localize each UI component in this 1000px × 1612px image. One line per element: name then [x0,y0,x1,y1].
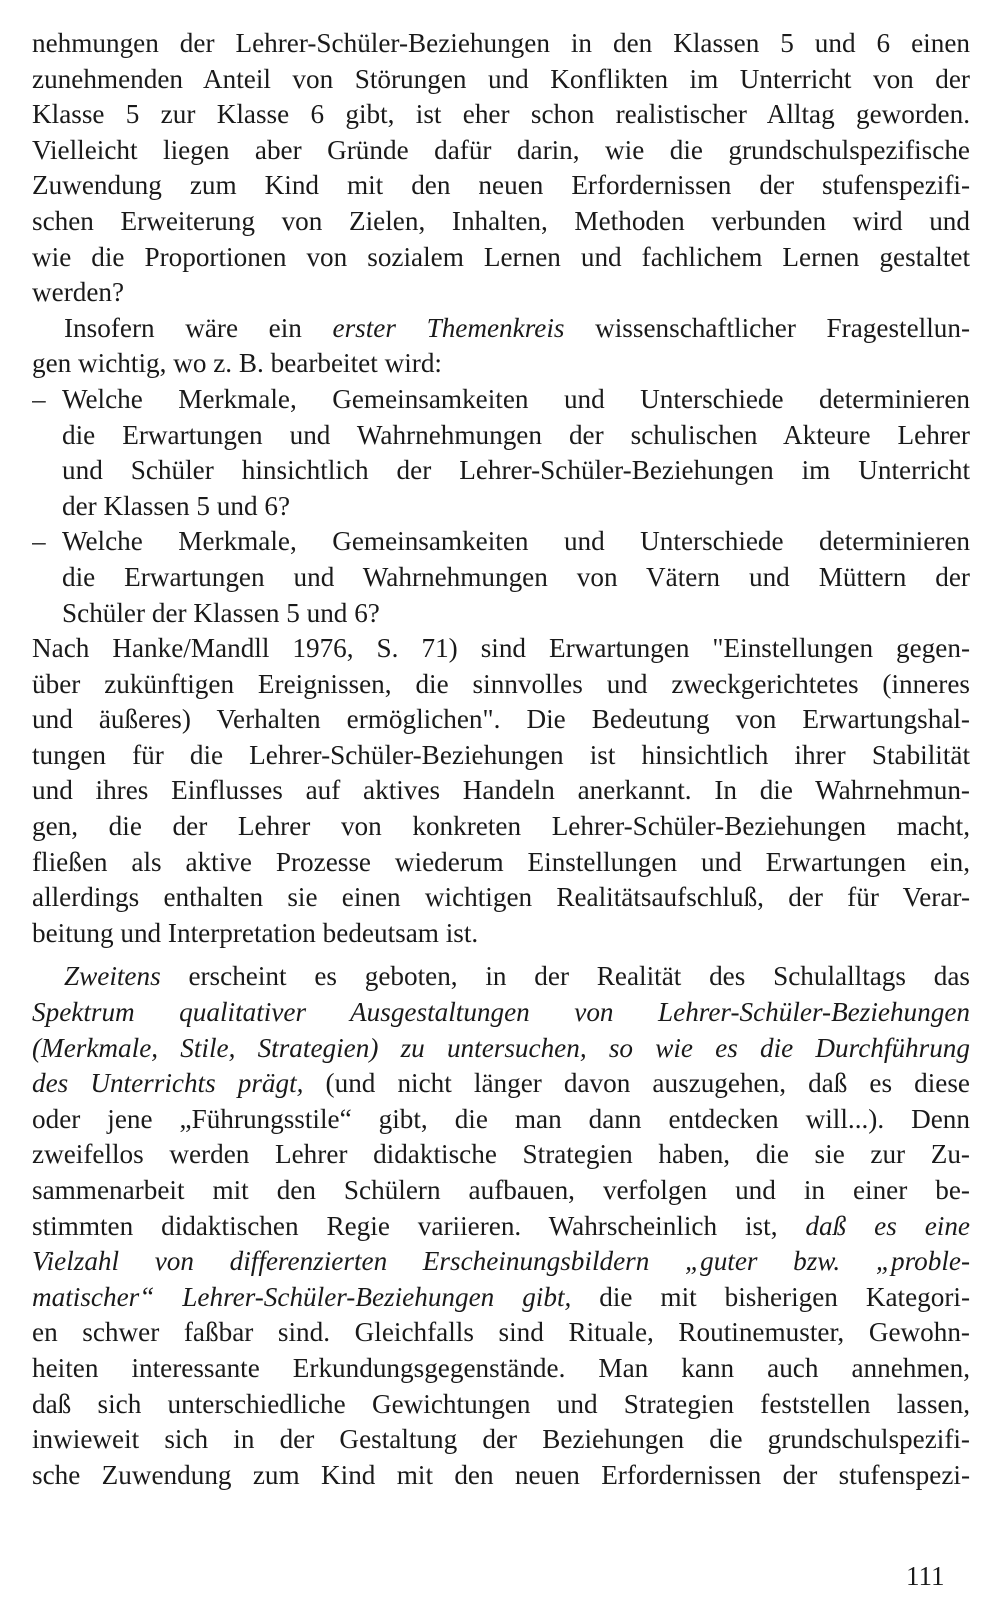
text-line: werden? [32,277,125,308]
text-line [32,382,970,418]
text-run: (und nicht länger davon auszugehen, daß es diese [303,1068,970,1099]
text-line: daß sich unterschiedliche Gewichtungen und Strategien feststellen lassen, [32,1388,970,1419]
text-line: allerdings enthalten sie einen wichtigen Realitätsaufschluß, der für Verar- [32,882,970,913]
text-line: gen, die der Lehrer von konkreten Lehrer-Schüler-Beziehungen macht, [32,811,970,842]
text-line [32,311,970,347]
text-line [32,524,970,560]
text-line: heiten interessante Erkundungsgegenstände. Man kann auch annehmen, [32,1352,970,1383]
italic-run: Zweitens [64,961,161,992]
text-line [32,1066,970,1102]
text-line: beitung und Interpretation bedeutsam ist. [32,917,479,948]
text-run: wissenschaftlicher Fragestellun- [564,312,970,343]
paragraph-1 [32,26,970,311]
text-line [32,995,970,1031]
text-line: der Klassen 5 und 6? [62,490,291,521]
list-item [32,382,970,524]
italic-run: daß es eine [805,1210,970,1241]
text-line: wie die Proportionen von sozialem Lernen und fachlichem Lernen gestaltet [32,241,970,272]
text-line: Vielleicht liegen aber Gründe dafür darin, wie die grundschulspezifische [32,134,970,165]
italic-run: des Unterrichts prägt, [32,1068,304,1099]
text-line: fließen als aktive Prozesse wiederum Einstellungen und Erwartungen ein, [32,846,970,877]
text-line: die Erwartungen und Wahrnehmungen der schulischen Akteure Lehrer [62,419,970,450]
italic-run: Vielzahl von differenzierten Erscheinungsbildern „guter bzw. „proble- [32,1246,970,1277]
text-line [32,1280,970,1316]
text-line: sammenarbeit mit den Schülern aufbauen, verfolgen und in einer be- [32,1175,970,1205]
text-line: Schüler der Klassen 5 und 6? [62,597,380,628]
text-line: sche Zuwendung zum Kind mit den neuen Erfordernissen der stufenspezi- [32,1459,970,1490]
dash-bullet: – [32,383,46,414]
list-item [32,524,970,631]
paragraph-gap [32,951,970,959]
text-line [32,1209,970,1245]
text-line: en schwer faßbar sind. Gleichfalls sind Rituale, Routinemuster, Gewohn- [32,1317,970,1348]
paragraph-3 [32,631,970,951]
text-line: schen Erweiterung von Zielen, Inhalten, Methoden verbunden wird und [32,205,970,236]
text-line: Klasse 5 zur Klasse 6 gibt, ist eher schon realistischer Alltag geworden. [32,99,970,130]
text-line: und Schüler hinsichtlich der Lehrer-Schüler-Beziehungen im Unterricht [62,455,970,486]
italic-run: matischer“ Lehrer-Schüler-Beziehungen gibt, [32,1281,572,1312]
question-list [32,382,970,631]
italic-run: Spektrum qualitativer Ausgestaltungen von Lehrer-Schüler-Beziehungen [32,997,970,1028]
text-line [32,959,970,995]
italic-run: erster Themenkreis [332,312,565,343]
text-line [32,1031,970,1067]
text-line: zunehmenden Anteil von Störungen und Konflikten im Unterricht von der [32,63,970,94]
italic-run: (Merkmale, Stile, Strategien) zu untersuchen, so wie es die Durchführung [32,1032,970,1063]
text-run: die mit bisherigen Kategori- [571,1281,970,1312]
text-line: zweifellos werden Lehrer didaktische Strategien haben, die sie zur Zu- [32,1139,970,1170]
text-run: Welche Merkmale, Gemeinsamkeiten und Unterschiede determinieren [62,526,970,557]
text-line: über zukünftigen Ereignissen, die sinnvolles und zweckgerichtetes (inneres [32,668,970,699]
text-run: Welche Merkmale, Gemeinsamkeiten und Unterschiede determinieren [62,383,970,414]
text-line: inwieweit sich in der Gestaltung der Beziehungen die grundschulspezifi- [32,1424,970,1455]
text-line: und äußeres) Verhalten ermöglichen". Die Bedeutung von Erwartungshal- [32,704,970,735]
text-line: gen wichtig, wo z. B. bearbeitet wird: [32,348,442,379]
text-run: stimmten didaktischen Regie variieren. Wahrscheinlich ist, [32,1210,806,1241]
text-line: Nach Hanke/Mandll 1976, S. 71) sind Erwartungen "Einstellungen gegen- [32,633,970,664]
text-run: erscheint es geboten, in der Realität des Schulalltags das [160,961,970,992]
text-line [32,1244,970,1280]
text-line: nehmungen der Lehrer-Schüler-Beziehungen in den Klassen 5 und 6 einen [32,28,970,58]
page-body [32,26,970,1493]
text-line: oder jene „Führungsstile“ gibt, die man dann entdecken will...). Denn [32,1103,970,1134]
dash-bullet: – [32,526,46,557]
page-number: 111 [906,1561,945,1591]
paragraph-2 [32,311,970,382]
text-line: Zuwendung zum Kind mit den neuen Erfordernissen der stufenspezifi- [32,170,970,201]
paragraph-4 [32,959,970,1493]
text-line: und ihres Einflusses auf aktives Handeln anerkannt. In die Wahrnehmun- [32,775,970,806]
text-run: Insofern wäre ein [64,312,333,343]
text-line: die Erwartungen und Wahrnehmungen von Vätern und Müttern der [62,561,970,592]
text-line: tungen für die Lehrer-Schüler-Beziehungen ist hinsichtlich ihrer Stabilität [32,739,970,770]
